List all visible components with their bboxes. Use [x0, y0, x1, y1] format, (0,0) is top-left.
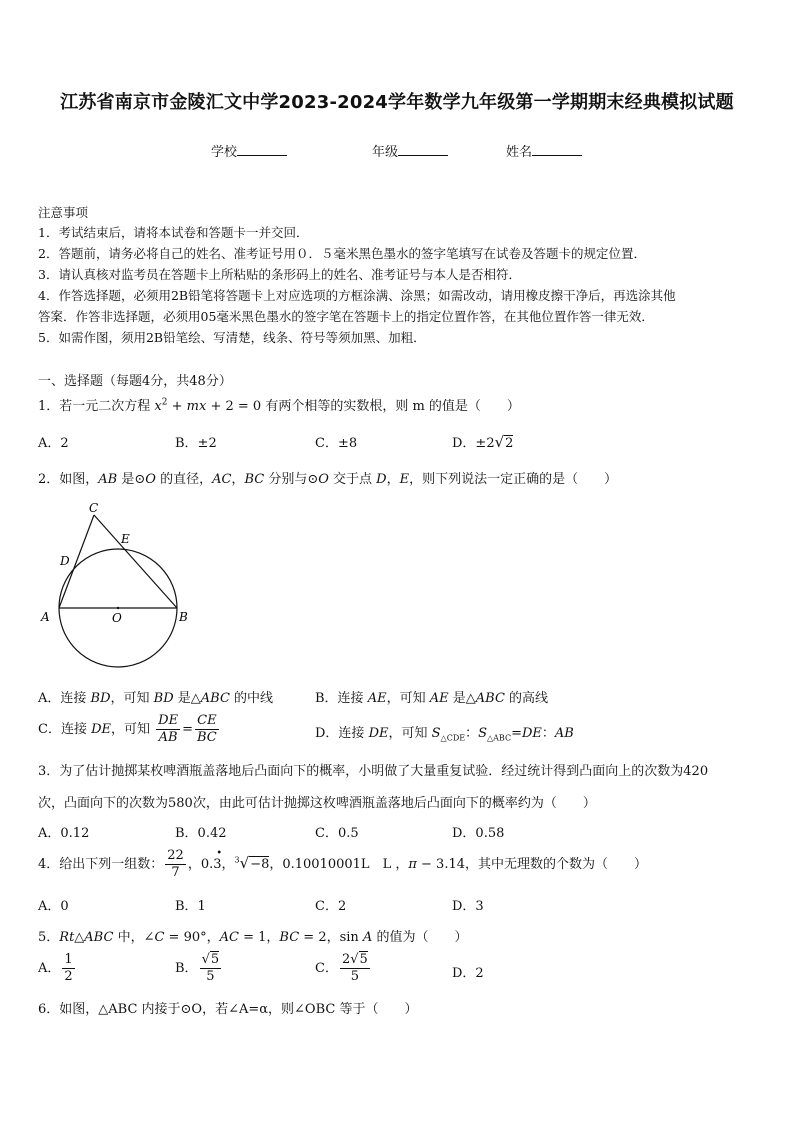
label-e: E: [121, 532, 130, 546]
q4-option-c[interactable]: C．2: [315, 899, 347, 914]
q1-option-d[interactable]: D．±2√2: [452, 433, 514, 451]
q3-option-c[interactable]: C．0.5: [315, 826, 359, 841]
note-item: 3．请认真核对监考员在答题卡上所粘贴的条形码上的姓名、准考证号与本人是否相符．: [38, 267, 521, 282]
section-heading: 一、选择题（每题4分，共48分）: [38, 374, 232, 389]
circle-diagram: [38, 498, 198, 673]
line-bc: [94, 515, 177, 608]
notes-heading: 注意事项: [38, 205, 89, 220]
name-field: 姓名: [506, 141, 582, 160]
label-d: D: [60, 554, 70, 568]
q2-option-d[interactable]: D．连接 DE，可知 $S_{\triangle CDE}$：$S_{\triangle ABC}=DE$：AB: [315, 726, 574, 743]
q5-option-d[interactable]: D．2: [452, 966, 484, 981]
q4-option-a[interactable]: A．0: [38, 899, 69, 914]
question-5: 5．Rt△ABC 中，∠C = 90°，AC = 1，BC = 2，sin A 的值为（ ）: [38, 930, 468, 945]
q3-option-b[interactable]: B．0.42: [175, 826, 227, 841]
center-point: [117, 607, 119, 609]
grade-field: 年级: [372, 141, 448, 160]
school-field: 学校: [211, 141, 287, 160]
q4-option-d[interactable]: D．3: [452, 899, 484, 914]
q4-option-b[interactable]: B．1: [175, 899, 206, 914]
label-o: O: [112, 611, 122, 625]
q2-option-a[interactable]: A．连接 BD，可知 BD 是△ABC 的中线: [38, 691, 274, 706]
equation: $x^2$ + mx + 2 = 0: [154, 397, 262, 414]
note-item: 5．如需作图，须用2B铅笔绘、写清楚，线条、符号等须加黑、加粗．: [38, 330, 426, 345]
q1-option-b[interactable]: B．±2: [175, 436, 217, 451]
label-a: A: [41, 610, 50, 624]
q5-option-b[interactable]: B． $\frac{√5}{5}$: [175, 952, 220, 984]
question-4: 4．给出下列一组数： $\frac{22}{7}$ ，0.3 • ，$^3$√−8，0.10010001L L ，π − 3.14，其中无理数的个数为（ ）: [38, 848, 648, 880]
question-6: 6．如图，△ABC 内接于⊙O，若∠A=α，则∠OBC 等于（ ）: [38, 1002, 418, 1017]
q1-option-a[interactable]: A．2: [38, 436, 69, 451]
question-3-line2: 次，凸面向下的次数为580次，由此可估计抛掷这枚啤酒瓶盖落地后凸面向下的概率约为（ ）: [38, 796, 596, 811]
exam-title: 江苏省南京市金陵汇文中学2023-2024学年数学九年级第一学期期末经典模拟试题: [60, 92, 734, 113]
question-1: 1．若一元二次方程 $x^2$ + mx + 2 = 0 有两个相等的实数根，则 m 的值是（ ）: [38, 397, 520, 414]
question-3-line1: 3．为了估计抛掷某枚啤酒瓶盖落地后凸面向下的概率，小明做了大量重复试验．经过统计得到凸面向上的次数为420: [38, 764, 709, 779]
q5-option-c[interactable]: C． $\frac{2√5}{5}$: [315, 952, 368, 984]
q2-option-c[interactable]: C．连接 DE，可知 $\frac{DE}{AB}$ = $\frac{CE}{BC}$: [38, 713, 217, 745]
note-item: 1．考试结束后，请将本试卷和答题卡一并交回．: [38, 225, 309, 240]
q2-option-b[interactable]: B．连接 AE，可知 AE 是△ABC 的高线: [315, 691, 549, 706]
q1-option-c[interactable]: C．±8: [315, 436, 358, 451]
note-item: 4．作答选择题，必须用2B铅笔将答题卡上对应选项的方框涂满、涂黑；如需改动，请用橡皮擦干净后，再选涂其他: [38, 288, 676, 303]
note-item: 2．答题前，请务必将自己的姓名、准考证号用０．５毫米黑色墨水的签字笔填写在试卷及答题卡的规定位置．: [38, 246, 646, 261]
note-item: 答案．作答非选择题，必须用05毫米黑色墨水的签字笔在答题卡上的指定位置作答，在其他位置作答一律无效．: [38, 309, 654, 324]
q3-option-a[interactable]: A．0.12: [38, 826, 90, 841]
question-2: 2．如图，AB 是⊙O 的直径，AC，BC 分别与⊙O 交于点 D，E，则下列说法一定正确的是（ ）: [38, 472, 618, 487]
label-c: C: [89, 501, 99, 515]
q5-option-a[interactable]: A． $\frac{1}{2}$: [38, 952, 73, 984]
label-b: B: [179, 610, 188, 624]
q3-option-d[interactable]: D．0.58: [452, 826, 505, 841]
